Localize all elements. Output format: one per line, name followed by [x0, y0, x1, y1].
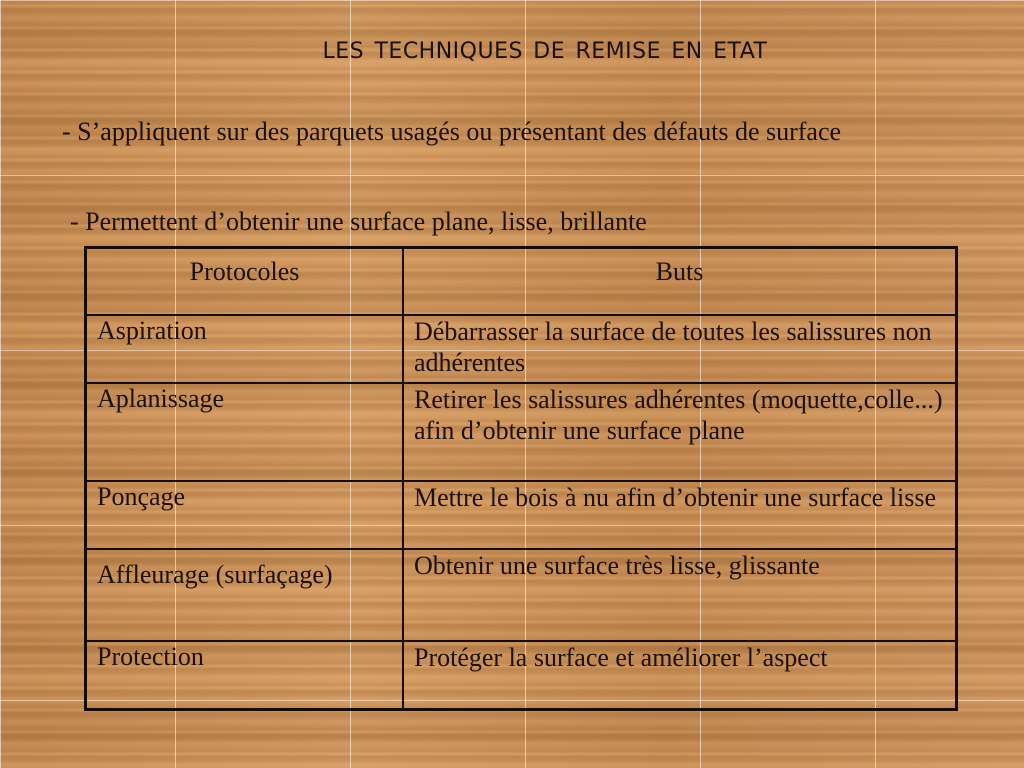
- goal-cell: Mettre le bois à nu afin d’obtenir une surface lisse: [403, 481, 957, 549]
- bullet-surface-defects: - S’appliquent sur des parquets usagés ou présentant des défauts de surface: [62, 117, 842, 146]
- table-row: [86, 383, 957, 481]
- protocol-cell: Protection: [86, 641, 404, 710]
- table-row: [86, 641, 957, 710]
- goal-cell: Retirer les salissures adhérentes (moquette,colle...) afin d’obtenir une surface plane: [403, 383, 957, 481]
- bullet-surface-result: - Permettent d’obtenir une surface plane, lisse, brillante: [70, 207, 647, 236]
- header-goals: Buts: [403, 248, 957, 316]
- table-row: [86, 315, 957, 383]
- goal-cell: Obtenir une surface très lisse, glissante: [403, 549, 957, 641]
- table-row: [86, 549, 957, 641]
- table-row: [86, 481, 957, 549]
- header-protocols: Protocoles: [86, 248, 404, 316]
- protocol-cell: Ponçage: [86, 481, 404, 549]
- protocol-cell: Aspiration: [86, 315, 404, 383]
- table-header-row: [86, 248, 957, 316]
- protocols-table: [84, 246, 958, 711]
- slide-title: les techniques de remise en etat: [322, 30, 768, 66]
- goal-cell: Protéger la surface et améliorer l’aspect: [403, 641, 957, 710]
- goal-cell: Débarrasser la surface de toutes les salissures non adhérentes: [403, 315, 957, 383]
- protocol-cell: Aplanissage: [86, 383, 404, 481]
- protocol-cell: Affleurage (surfaçage): [86, 549, 404, 641]
